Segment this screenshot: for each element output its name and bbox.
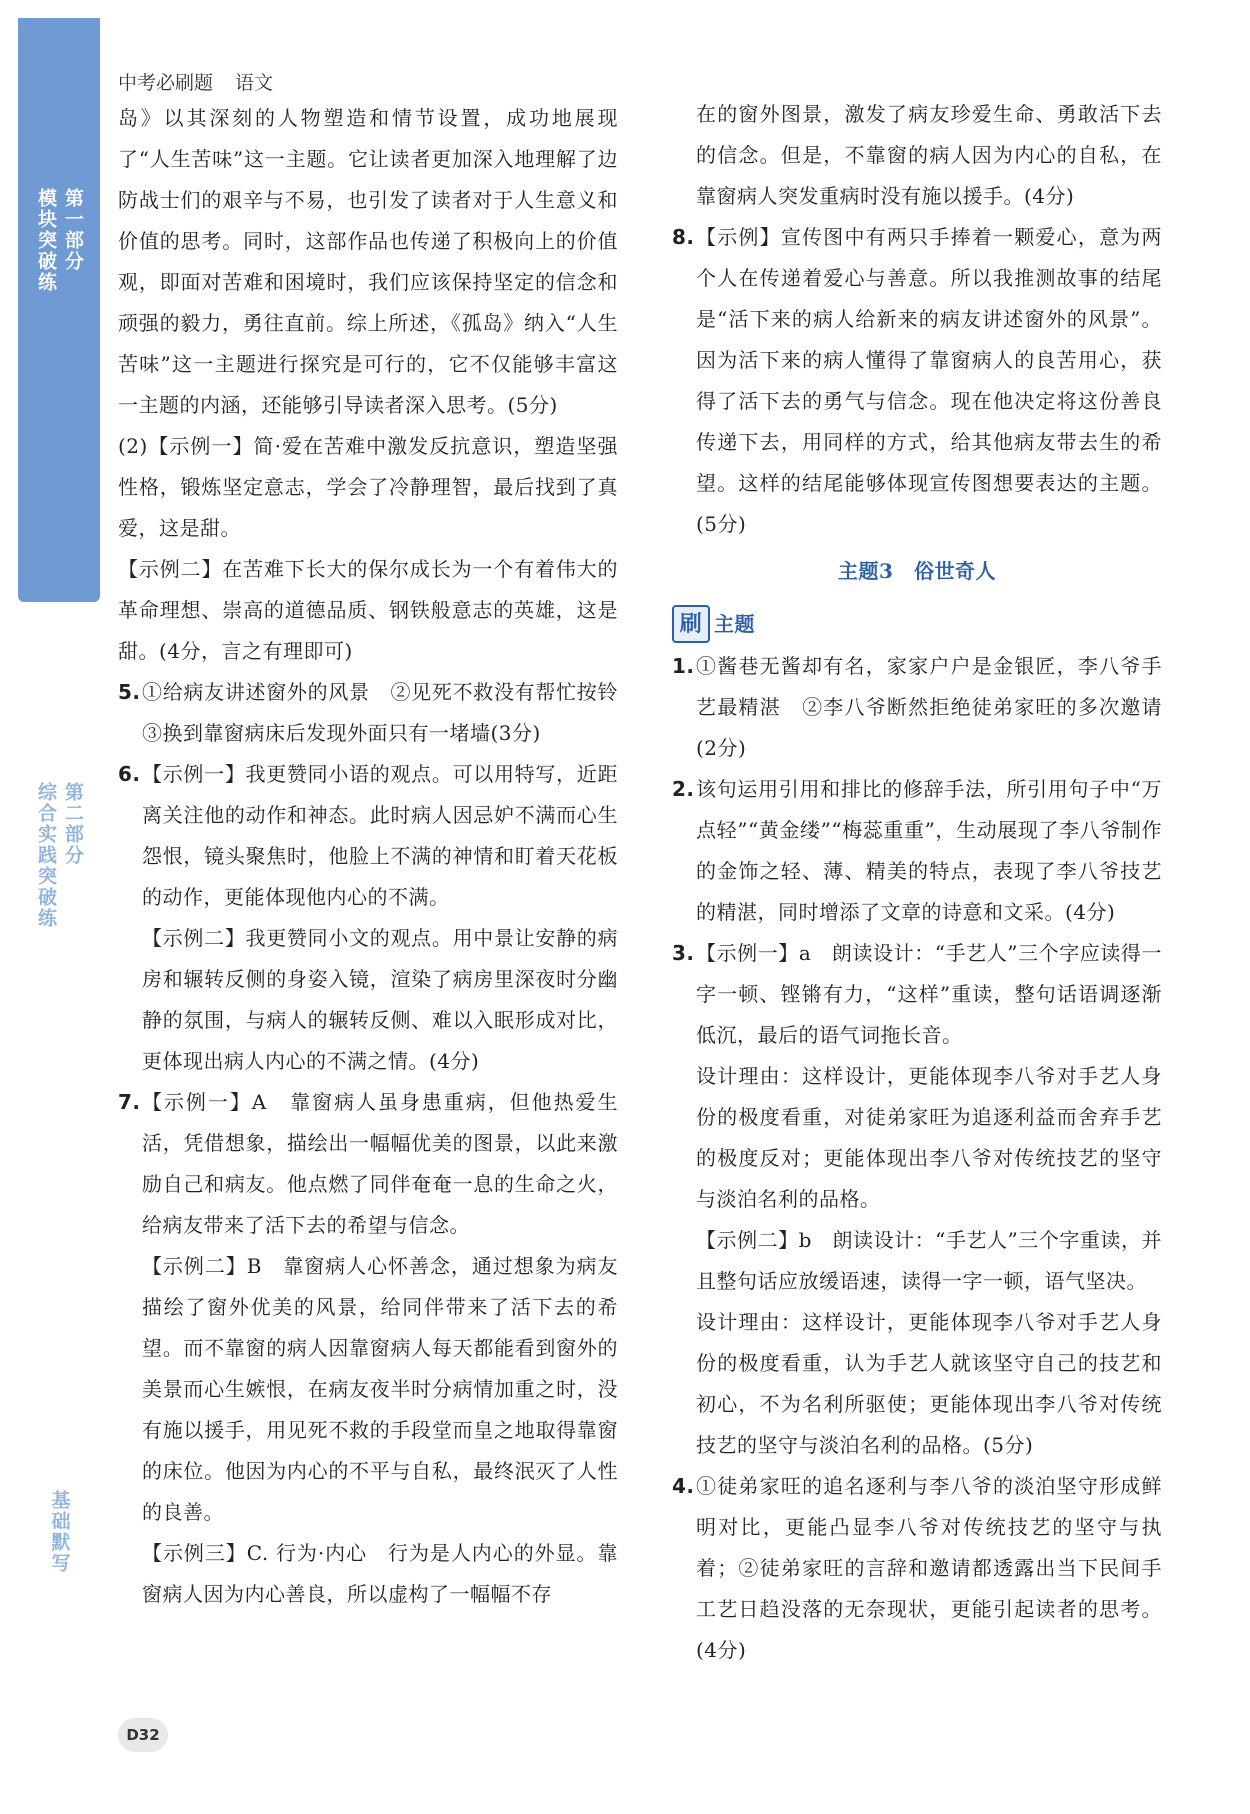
left-column [118,98,639,1615]
item-text: ①徒弟家旺的追名逐利与李八爷的淡泊坚守形成鲜明对比，更能凸显李八爷对传统技艺的坚守与执着；②徒弟家旺的言辞和邀请都透露出当下民间手工艺日趋没落的无奈现状，更能引起读者的思考。(4分) [696,1474,1162,1662]
side-tab-part1[interactable] [18,18,100,602]
side-tab-part2-sublabel: 综合实践突破练 [35,782,57,929]
paragraph: 【示例二】b 朗读设计：“手艺人”三个字重读，并且整句话应放缓语速，读得一字一顿，语气坚决。 [696,1228,1162,1293]
paragraph: 【示例二】在苦难下长大的保尔成长为一个有着伟大的革命理想、崇高的道德品质、钢铁般意志的英雄，这是甜。(4分，言之有理即可) [118,557,618,663]
side-tab-part1-sublabel: 模块突破练 [35,188,57,293]
side-tab-part3[interactable] [18,1490,100,1610]
item-text: ①酱巷无酱却有名，家家户户是金银匠，李八爷手艺最精湛 ②李八爷断然拒绝徒弟家旺的多次邀请(2分) [696,654,1162,760]
answer-item-4 [672,1466,1162,1671]
section-title: 主题3 俗世奇人 [838,559,996,583]
page-number: D32 [118,1718,168,1752]
item-number: 6. [118,762,141,786]
item-number: 4. [672,1474,695,1498]
item-text: 【示例一】A 靠窗病人虽身患重病，但他热爱生活，凭借想象，描绘出一幅幅优美的图景，以此来激励自己和病友。他点燃了同伴奄奄一息的生命之火，给病友带来了活下去的希望与信念。 [142,1090,618,1237]
paragraph: (2)【示例一】简·爱在苦难中激发反抗意识，塑造坚强性格，锻炼坚定意志，学会了冷静理智，最后找到了真爱，这是甜。 [118,434,618,540]
answer-item-8 [672,217,1162,545]
side-tab-part1-label: 第一部分 [61,188,84,272]
item-text: 【示例一】a 朗读设计：“手艺人”三个字应读得一字一顿、铿锵有力，“这样”重读，整句话语调逐渐低沉，最后的语气词拖长音。 [696,941,1162,1047]
topic-heading [672,602,1162,646]
item-number: 7. [118,1090,141,1114]
item-text: 该句运用引用和排比的修辞手法，所引用句子中“万点轻”“黄金缕”“梅蕊重重”，生动展现了李八爷制作的金饰之轻、薄、精美的特点，表现了李八爷技艺的精湛，同时增添了文章的诗意和文采。(4分) [696,777,1162,924]
brush-icon: 刷 [672,605,710,643]
paragraph: 设计理由：这样设计，更能体现李八爷对手艺人身份的极度看重，认为手艺人就该坚守自己的技艺和初心，不为名利所驱使；更能体现出李八爷对传统技艺的坚守与淡泊名利的品格。(5分) [696,1310,1162,1457]
subject-label: 语文 [235,72,274,94]
right-column [672,94,1162,1671]
item-number: 5. [118,680,141,704]
paragraph: 【示例二】我更赞同小文的观点。用中景让安静的病房和辗转反侧的身姿入镜，渲染了病房里深夜时分幽静的氛围，与病人的辗转反侧、难以入眠形成对比，更体现出病人内心的不满之情。(4分) [142,926,618,1073]
item-number: 8. [672,225,695,249]
side-tab-part2-label: 第二部分 [61,782,84,866]
side-tab-part2[interactable] [18,782,100,1042]
paragraph: 岛》以其深刻的人物塑造和情节设置，成功地展现了“人生苦味”这一主题。它让读者更加深入地理解了边防战士们的艰辛与不易，也引发了读者对于人生意义和价值的思考。同时，这部作品也传递了积极向上的价值观，即面对苦难和困境时，我们应该保持坚定的信念和顽强的毅力，勇往直前。综上所述，《孤岛》纳入“人生苦味”这一主题进行探究是可行的，它不仅能够丰富这一主题的内涵，还能够引导读者深入思考。(5分) [118,106,618,417]
paragraph: 【示例二】B 靠窗病人心怀善念，通过想象为病友描绘了窗外优美的风景，给同伴带来了活下去的希望。而不靠窗的病人因靠窗病人每天都能看到窗外的美景而心生嫉恨，在病友夜半时分病情加重之时，没有施以援手，用见死不救的手段堂而皇之地取得靠窗的床位。他因为内心的不平与自私，最终泯灭了人性的良善。 [142,1254,618,1524]
topic-label: 主题 [714,611,755,636]
answer-item-7 [118,1082,618,1246]
paragraph: 设计理由：这样设计，更能体现李八爷对手艺人身份的极度看重，对徒弟家旺为追逐利益而舍弃手艺的极度反对；更能体现出李八爷对传统技艺的坚守与淡泊名利的品格。 [696,1064,1162,1211]
answer-item-5 [118,672,639,754]
running-header [118,68,295,95]
item-text: 【示例】宣传图中有两只手捧着一颗爱心，意为两个人在传递着爱心与善意。所以我推测故事的结尾是“活下来的病人给新来的病友讲述窗外的风景”。因为活下来的病人懂得了靠窗病人的良苦用心，获得了活下去的勇气与信念。现在他决定将这份善良传递下去，用同样的方式，给其他病友带去生的希望。这样的结尾能够体现宣传图想要表达的主题。(5分) [696,225,1162,536]
answer-item-2 [672,769,1162,933]
side-tab-part3-label: 基础默写 [48,1490,71,1574]
item-number: 2. [672,777,695,801]
answer-item-6 [118,754,618,918]
paragraph: 在的窗外图景，激发了病友珍爱生命、勇敢活下去的信念。但是，不靠窗的病人因为内心的自私，在靠窗病人突发重病时没有施以援手。(4分) [696,102,1162,208]
item-number: 1. [672,654,695,678]
answer-item-3 [672,933,1162,1056]
item-number: 3. [672,941,695,965]
item-text: 【示例一】我更赞同小语的观点。可以用特写，近距离关注他的动作和神态。此时病人因忌妒不满而心生怨恨，镜头聚焦时，他脸上不满的神情和盯着天花板的动作，更能体现他内心的不满。 [142,762,618,909]
item-text: ①给病友讲述窗外的风景 ②见死不救没有帮忙按铃 ③换到靠窗病床后发现外面只有一堵墙(3分) [142,680,639,745]
book-title: 中考必刷题 [118,72,214,94]
paragraph: 【示例三】C. 行为·内心 行为是人内心的外显。靠窗病人因为内心善良，所以虚构了一幅幅不存 [142,1541,618,1606]
answer-item-1 [672,646,1162,769]
